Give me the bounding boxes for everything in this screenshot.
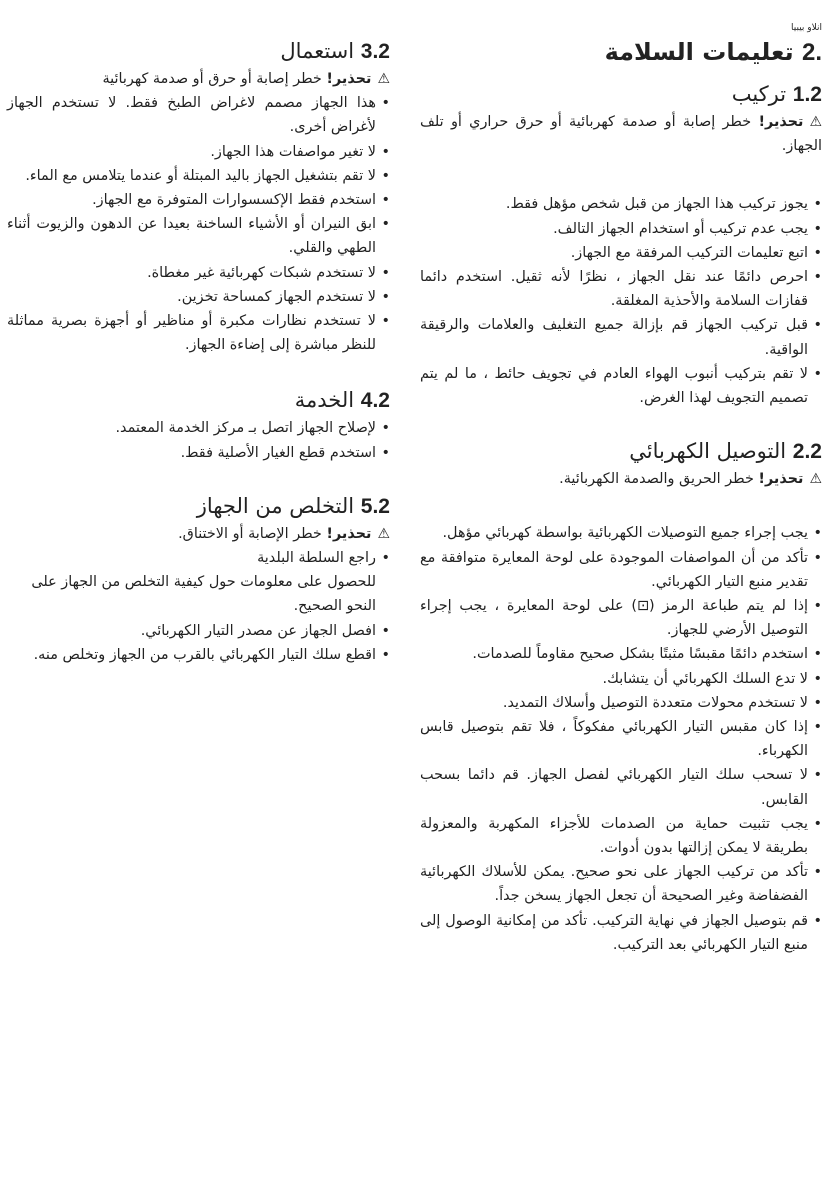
section-24-list (7, 416, 390, 464)
warning-text: خطر إصابة أو صدمة كهربائية أو حرق حراري أو تلف الجهاز. (420, 114, 822, 155)
section-22-title: التوصيل الكهربائي (629, 439, 787, 464)
disposal-note: للحصول على معلومات حول كيفية التخلص من الجهاز على النحو الصحيح. (31, 574, 376, 615)
section-24-number: 4.2 (360, 389, 390, 413)
warning-triangle-icon: ⚠ (809, 114, 823, 130)
warning-label: تحذير! (326, 525, 372, 542)
warning-triangle-icon: ⚠ (377, 71, 390, 87)
list-item: • استخدم دائمًا مقبسًا مثبتًا بشكل صحيح مقاوماً للصدمات. (420, 642, 822, 666)
list-item: • لا تقم بتركيب أنبوب الهواء العادم في تجويف حائط ، ما لم يتم تصميم التجويف لهذا الغرض. (420, 362, 822, 410)
warning-triangle-icon: ⚠ (377, 525, 390, 542)
section-25-number: 5.2 (360, 494, 390, 518)
section-25-list (7, 546, 390, 570)
list-item: • تأكد من أن المواصفات الموجودة على لوحة المعايرة متوافقة مع تقدير منبع التيار الكهربائي. (420, 546, 822, 594)
warning-label: تحذير! (758, 114, 804, 130)
section-23-number: 3.2 (360, 40, 390, 63)
list-item: • راجع السلطة البلدية (7, 546, 390, 570)
section-22-number: 2.2 (792, 440, 822, 464)
list-item: • يجب تثبيت حماية من الصدمات للأجزاء المكهربة والمعزولة بطريقة لا يمكن إزالتها بدون أدوات. (420, 812, 822, 860)
list-item: • تأكد من تركيب الجهاز على نحو صحيح. يمكن للأسلاك الكهربائية الفضفاضة وغير الصحيحة أن تجعل الجهاز يسخن جداً. (420, 860, 822, 908)
right-column (420, 0, 822, 957)
list-item: • لا تغير مواصفات هذا الجهاز. (7, 140, 390, 164)
section-23-title: استعمال (280, 39, 355, 63)
warning-label: تحذير! (758, 471, 804, 488)
section-22-heading (420, 436, 822, 467)
section-25-list-continued (7, 619, 390, 667)
warning-label: تحذير! (326, 71, 372, 87)
list-item: • احرص دائمًا عند نقل الجهاز ، نظرًا لأنه ثقيل. استخدم دائما قفازات السلامة والأحذية المغلقة. (420, 265, 822, 313)
warning-text: خطر إصابة أو حرق أو صدمة كهربائية (102, 71, 322, 87)
list-item: • إذا كان مقبس التيار الكهربائي مفكوكاً ، فلا تقم بتوصيل قابس الكهرباء. (420, 715, 822, 763)
left-column (7, 0, 390, 667)
list-item: • اقطع سلك التيار الكهربائي بالقرب من الجهاز وتخلص منه. (7, 643, 390, 667)
section-25-warning (7, 522, 390, 546)
list-item: • لإصلاح الجهاز اتصل بـ مركز الخدمة المعتمد. (7, 416, 390, 440)
list-item: • لا تستخدم نظارات مكبرة أو مناظير أو أجهزة بصرية مماثلة للنظر مباشرة إلى إضاءة الجهاز. (7, 309, 390, 357)
section-21-warning (420, 110, 822, 158)
section-23-heading (7, 36, 390, 67)
list-item: • افصل الجهاز عن مصدر التيار الكهربائي. (7, 619, 390, 643)
list-item: • قبل تركيب الجهاز قم بإزالة جميع التغليف والعلامات والرقيقة الواقية. (420, 313, 822, 361)
section-22-warning (420, 467, 822, 491)
list-item: • لا تسحب سلك التيار الكهربائي لفصل الجهاز. قم دائما بسحب القابس. (420, 763, 822, 811)
section-21-heading (420, 79, 822, 110)
section-25-title: التخلص من الجهاز (196, 493, 355, 518)
list-item: • ابق النيران أو الأشياء الساخنة بعيدا عن الدهون والزيوت أثناء الطهي والقلي. (7, 212, 390, 260)
warning-text: خطر الحريق والصدمة الكهربائية. (559, 471, 754, 488)
list-item: • إذا لم يتم طباعة الرمز (⊡) على لوحة المعايرة ، يجب إجراء التوصيل الأرضي للجهاز. (420, 594, 822, 642)
section-21-number: 1.2 (792, 83, 822, 106)
list-item: • اتبع تعليمات التركيب المرفقة مع الجهاز. (420, 241, 822, 265)
section-2-number: .2 (801, 39, 822, 66)
list-item: • قم بتوصيل الجهاز في نهاية التركيب. تأكد من إمكانية الوصول إلى منبع التيار الكهربائي بعد التركيب. (420, 909, 822, 957)
list-item: • لا تقم بتشغيل الجهاز باليد المبتلة أو عندما يتلامس مع الماء. (7, 164, 390, 188)
section-21-title: تركيب (731, 82, 787, 106)
list-item: • يجب عدم تركيب أو استخدام الجهاز التالف. (420, 217, 822, 241)
section-2-title: تعليمات السلامة (604, 38, 794, 66)
section-23-warning (7, 67, 390, 91)
section-24-heading (7, 385, 390, 416)
list-item: • استخدم قطع الغيار الأصلية فقط. (7, 441, 390, 465)
section-22-list (420, 521, 822, 957)
list-item: • يجب إجراء جميع التوصيلات الكهربائية بواسطة كهربائي مؤهل. (420, 521, 822, 545)
section-21-list (420, 192, 822, 410)
warning-text: خطر الإصابة أو الاختناق. (178, 525, 322, 542)
section-2-heading (420, 36, 822, 69)
list-item: • لا تستخدم محولات متعددة التوصيل وأسلاك التمديد. (420, 691, 822, 715)
list-item: • لا تستخدم شبكات كهربائية غير مغطاة. (7, 261, 390, 285)
section-24-title: الخدمة (294, 388, 355, 413)
section-25-heading (7, 491, 390, 522)
section-23-list (7, 91, 390, 357)
list-item: • استخدم فقط الإكسسوارات المتوفرة مع الجهاز. (7, 188, 390, 212)
header-label: انلاو بيبيا (791, 23, 822, 33)
warning-triangle-icon: ⚠ (809, 471, 822, 488)
list-item: • هذا الجهاز مصمم لاغراض الطبخ فقط. لا تستخدم الجهاز لأغراض أخرى. (7, 91, 390, 139)
list-item: • لا تستخدم الجهاز كمساحة تخزين. (7, 285, 390, 309)
list-item: • لا تدع السلك الكهربائي أن يتشابك. (420, 667, 822, 691)
list-item: • يجوز تركيب هذا الجهاز من قبل شخص مؤهل فقط. (420, 192, 822, 216)
